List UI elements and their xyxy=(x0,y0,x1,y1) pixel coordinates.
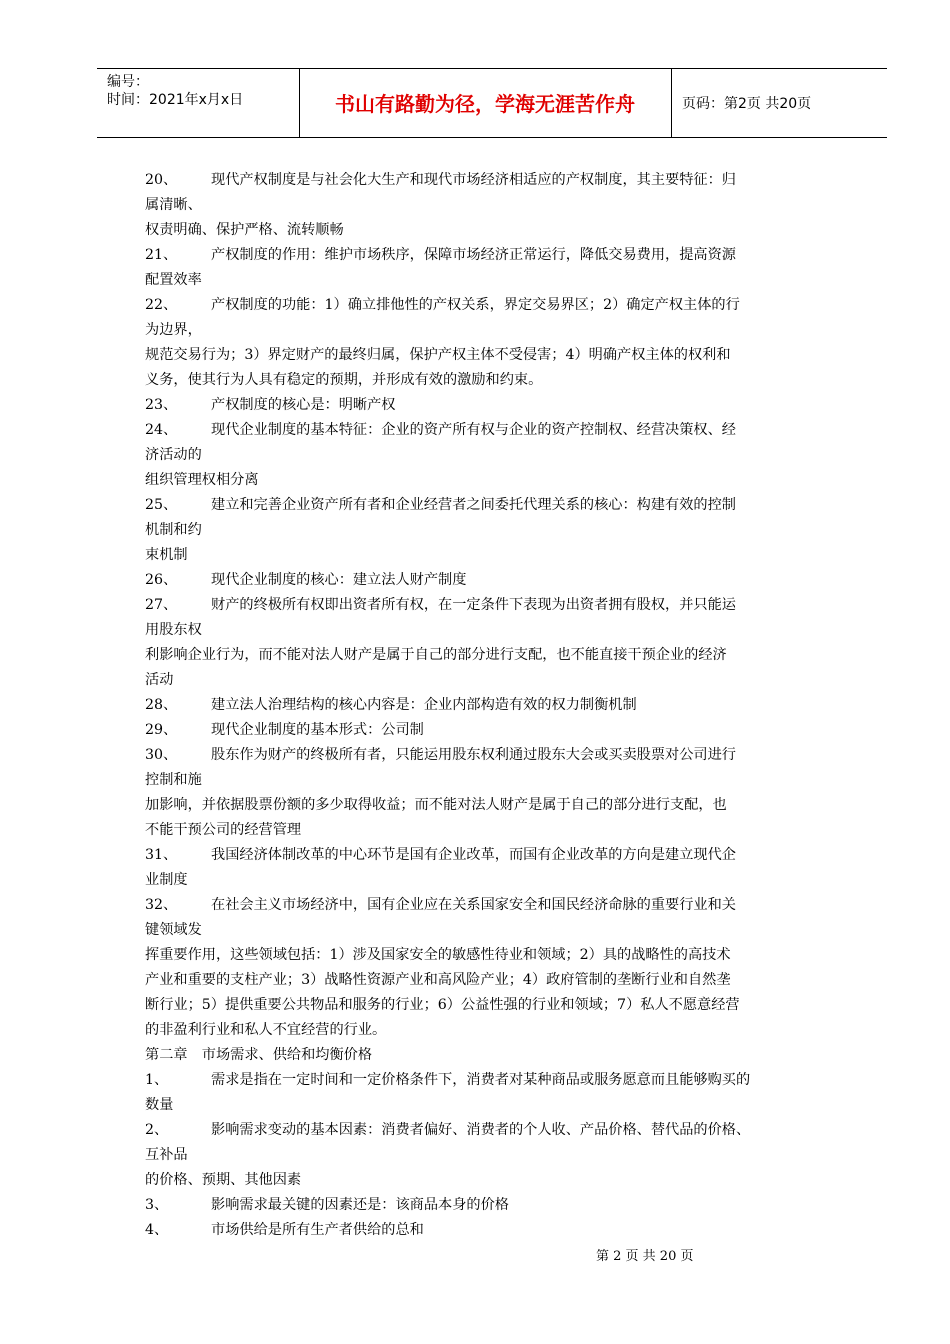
text-line xyxy=(145,1068,843,1093)
text-line xyxy=(145,1168,843,1193)
line-text: 不能干预公司的经营管理 xyxy=(145,822,302,838)
text-line xyxy=(145,768,843,793)
text-line xyxy=(145,218,843,243)
text-line xyxy=(145,343,843,368)
line-text: 现代产权制度是与社会化大生产和现代市场经济相适应的产权制度，其主要特征：归 xyxy=(211,172,736,188)
line-text: 需求是指在一定时间和一定价格条件下，消费者对某种商品或服务愿意而且能够购买的 xyxy=(211,1072,751,1088)
line-text: 数量 xyxy=(145,1097,174,1113)
text-line xyxy=(145,293,843,318)
line-text: 业制度 xyxy=(145,872,188,888)
text-line xyxy=(145,943,843,968)
line-text: 影响需求变动的基本因素：消费者偏好、消费者的个人收、产品价格、替代品的价格、 xyxy=(211,1122,751,1138)
line-text: 济活动的 xyxy=(145,447,202,463)
line-text: 股东作为财产的终极所有者，只能运用股东权利通过股东大会或买卖股票对公司进行 xyxy=(211,747,736,763)
item-number: 30、 xyxy=(145,747,178,763)
line-text: 现代企业制度的核心：建立法人财产制度 xyxy=(211,572,467,588)
text-line xyxy=(145,543,843,568)
line-text: 市场供给是所有生产者供给的总和 xyxy=(211,1222,424,1238)
line-text: 产权制度的作用：维护市场秩序，保障市场经济正常运行，降低交易费用，提高资源 xyxy=(211,247,736,263)
line-text: 第二章 市场需求、供给和均衡价格 xyxy=(145,1047,373,1063)
text-line xyxy=(145,568,843,593)
text-line xyxy=(145,793,843,818)
text-line xyxy=(145,1043,843,1068)
text-line xyxy=(145,893,843,918)
time-label: 时间：2021年x月x日 xyxy=(107,92,244,108)
text-line xyxy=(145,593,843,618)
line-text: 建立法人治理结构的核心内容是：企业内部构造有效的权力制衡机制 xyxy=(211,697,637,713)
line-text: 束机制 xyxy=(145,547,188,563)
text-line xyxy=(145,1118,843,1143)
text-line xyxy=(145,1018,843,1043)
page-header xyxy=(97,68,887,138)
code-label: 编号： xyxy=(107,74,149,90)
text-line xyxy=(145,368,843,393)
line-text: 利影响企业行为，而不能对法人财产是属于自己的部分进行支配，也不能直接干预企业的经济 xyxy=(145,647,727,663)
item-number: 2、 xyxy=(145,1122,169,1138)
line-text: 属清晰、 xyxy=(145,197,202,213)
text-line xyxy=(145,393,843,418)
line-text: 产权制度的功能：1）确立排他性的产权关系，界定交易界区；2）确定产权主体的行 xyxy=(211,297,740,313)
header-motto: 书山有路勤为径，学海无涯苦作舟 xyxy=(335,92,635,116)
item-number: 3、 xyxy=(145,1197,169,1213)
line-text: 键领域发 xyxy=(145,922,202,938)
item-number: 26、 xyxy=(145,572,178,588)
text-line xyxy=(145,418,843,443)
line-text: 控制和施 xyxy=(145,772,202,788)
item-number: 4、 xyxy=(145,1222,169,1238)
line-text: 机制和约 xyxy=(145,522,202,538)
line-text: 用股东权 xyxy=(145,622,202,638)
text-line xyxy=(145,618,843,643)
item-number: 23、 xyxy=(145,397,178,413)
line-text: 我国经济体制改革的中心环节是国有企业改革，而国有企业改革的方向是建立现代企 xyxy=(211,847,736,863)
line-text: 财产的终极所有权即出资者所有权，在一定条件下表现为出资者拥有股权，并只能运 xyxy=(211,597,736,613)
text-line xyxy=(145,1193,843,1218)
text-line xyxy=(145,518,843,543)
line-text: 的非盈利行业和私人不宜经营的行业。 xyxy=(145,1022,387,1038)
text-line xyxy=(145,268,843,293)
line-text: 挥重要作用，这些领域包括：1）涉及国家安全的敏感性待业和领域；2）具的战略性的高技术 xyxy=(145,947,731,963)
page-footer: 第 2 页 共 20 页 xyxy=(596,1249,694,1264)
document-body xyxy=(145,168,843,1243)
text-line xyxy=(145,718,843,743)
header-page-cell xyxy=(672,69,887,137)
item-number: 21、 xyxy=(145,247,178,263)
text-line xyxy=(145,818,843,843)
line-text: 义务，使其行为人具有稳定的预期，并形成有效的激励和约束。 xyxy=(145,372,543,388)
text-line xyxy=(145,993,843,1018)
line-text: 为边界， xyxy=(145,322,202,338)
item-number: 1、 xyxy=(145,1072,169,1088)
line-text: 组织管理权相分离 xyxy=(145,472,259,488)
text-line xyxy=(145,193,843,218)
item-number: 32、 xyxy=(145,897,178,913)
text-line xyxy=(145,643,843,668)
text-line xyxy=(145,318,843,343)
text-line xyxy=(145,468,843,493)
line-text: 活动 xyxy=(145,672,174,688)
text-line xyxy=(145,668,843,693)
text-line xyxy=(145,1218,843,1243)
text-line xyxy=(145,493,843,518)
line-text: 产业和重要的支柱产业；3）战略性资源产业和高风险产业；4）政府管制的垄断行业和自然垄 xyxy=(145,972,731,988)
text-line xyxy=(145,1143,843,1168)
text-line xyxy=(145,168,843,193)
text-line xyxy=(145,918,843,943)
line-text: 断行业；5）提供重要公共物品和服务的行业；6）公益性强的行业和领域；7）私人不愿意经营 xyxy=(145,997,740,1013)
header-page-info: 页码：第2页 共20页 xyxy=(682,96,812,112)
line-text: 产权制度的核心是：明晰产权 xyxy=(211,397,396,413)
line-text: 规范交易行为；3）界定财产的最终归属，保护产权主体不受侵害；4）明确产权主体的权利和 xyxy=(145,347,731,363)
text-line xyxy=(145,443,843,468)
line-text: 权责明确、保护严格、流转顺畅 xyxy=(145,222,344,238)
text-line xyxy=(145,743,843,768)
text-line xyxy=(145,1093,843,1118)
item-number: 28、 xyxy=(145,697,178,713)
line-text: 的价格、预期、其他因素 xyxy=(145,1172,302,1188)
text-line xyxy=(145,868,843,893)
text-line xyxy=(145,243,843,268)
text-line xyxy=(145,843,843,868)
item-number: 20、 xyxy=(145,172,178,188)
item-number: 29、 xyxy=(145,722,178,738)
item-number: 24、 xyxy=(145,422,178,438)
line-text: 现代企业制度的基本特征：企业的资产所有权与企业的资产控制权、经营决策权、经 xyxy=(211,422,736,438)
item-number: 22、 xyxy=(145,297,178,313)
line-text: 配置效率 xyxy=(145,272,202,288)
header-meta-cell xyxy=(97,69,300,137)
text-line xyxy=(145,693,843,718)
item-number: 31、 xyxy=(145,847,178,863)
line-text: 在社会主义市场经济中，国有企业应在关系国家安全和国民经济命脉的重要行业和关 xyxy=(211,897,736,913)
line-text: 现代企业制度的基本形式：公司制 xyxy=(211,722,424,738)
line-text: 建立和完善企业资产所有者和企业经营者之间委托代理关系的核心：构建有效的控制 xyxy=(211,497,736,513)
line-text: 互补品 xyxy=(145,1147,188,1163)
line-text: 影响需求最关键的因素还是：该商品本身的价格 xyxy=(211,1197,509,1213)
line-text: 加影响，并依据股票份额的多少取得收益；而不能对法人财产是属于自己的部分进行支配，也 xyxy=(145,797,727,813)
item-number: 25、 xyxy=(145,497,178,513)
text-line xyxy=(145,968,843,993)
header-motto-cell xyxy=(299,69,672,137)
item-number: 27、 xyxy=(145,597,178,613)
